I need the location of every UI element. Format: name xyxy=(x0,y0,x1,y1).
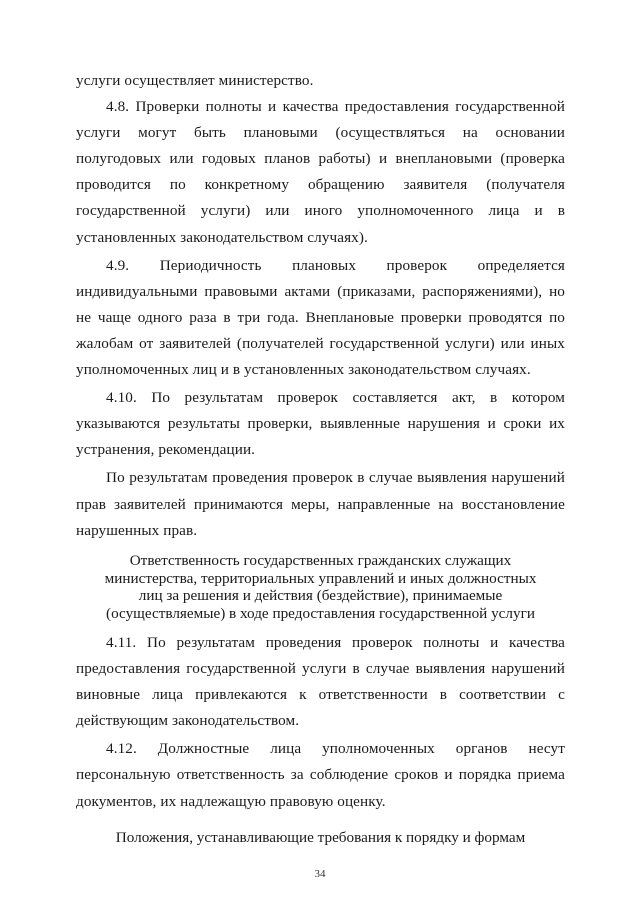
section-heading-responsibility xyxy=(76,552,565,622)
paragraph-4-9: 4.9. Периодичность плановых проверок определяется индивидуальными правовыми актами (приказами, распоряжениями), но не чаще одного раза в три года. Внеплановые проверки проводятся по жалобам от заявителей (получателей государственной услуги) или иных уполномоченных лиц и в установленных законодательством случаях. xyxy=(76,256,565,379)
page-number: 34 xyxy=(314,868,326,880)
paragraph-4-10: 4.10. По результатам проверок составляется акт, в котором указываются результаты проверки, выявленные нарушения и сроки их устранения, рекомендации. xyxy=(76,389,565,459)
paragraph-4-12: 4.12. Должностные лица уполномоченных органов несут персональную ответственность за соблюдение сроков и порядка приема документов, их надлежащую правовую оценку. xyxy=(76,740,565,810)
heading-line: лиц за решения и действия (бездействие), принимаемые xyxy=(138,587,503,604)
paragraph-continuation: услуги осуществляет министерство. xyxy=(76,72,314,89)
body-section-2 xyxy=(76,630,565,815)
heading-line: министерства, территориальных управлений и иных должностных xyxy=(104,569,537,587)
paragraph-remedy: По результатам проведения проверок в случае выявления нарушений прав заявителей принимаются меры, направленные на восстановление нарушенных прав. xyxy=(76,469,565,539)
paragraph-4-11: 4.11. По результатам проведения проверок полноты и качества предоставления государственной услуги в случае выявления нарушений виновные лица привлекаются к ответственности в соответствии с действующим законодательством. xyxy=(76,634,565,730)
paragraph-4-8: 4.8. Проверки полноты и качества предоставления государственной услуги могут быть плановыми (осуществляться на основании полугодовых или годовых планов работы) и внеплановыми (проверка проводится по конкретному обращению заявителя (получателя государственной услуги) или иного уполномоченного лица и в установленных законодательством случаях). xyxy=(76,98,565,246)
body-section-1 xyxy=(76,68,565,544)
section-heading-requirements: Положения, устанавливающие требования к порядку и формам xyxy=(115,829,526,846)
heading-line: (осуществляемые) в ходе предоставления государственной услуги xyxy=(106,604,535,622)
heading-line: Ответственность государственных гражданских служащих xyxy=(129,552,512,569)
